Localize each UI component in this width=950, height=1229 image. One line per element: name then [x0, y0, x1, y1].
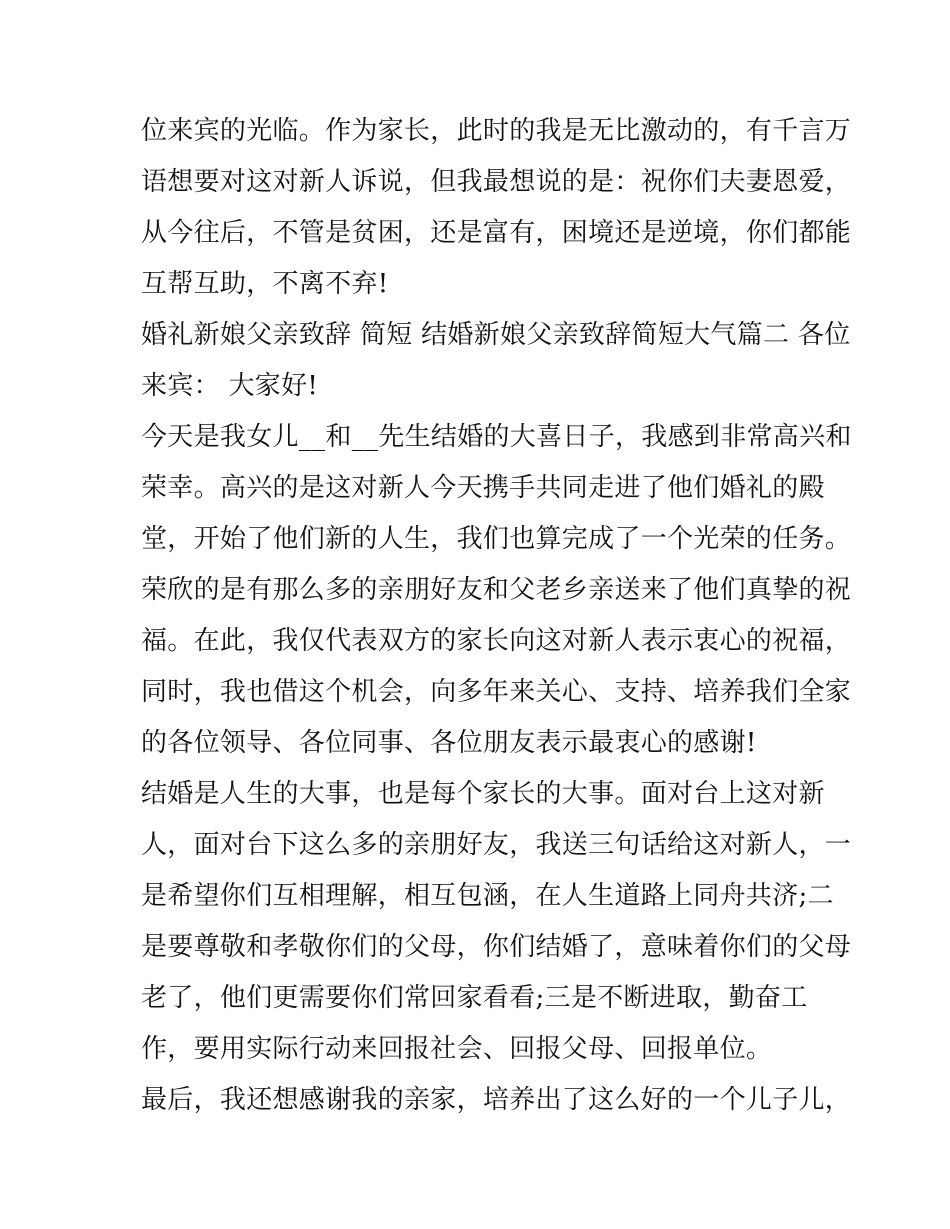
text-line: 语想要对这对新人诉说，但我最想说的是：祝你们夫妻恩爱，	[141, 167, 852, 197]
text-line: 从今往后，不管是贫困，还是富有，困境还是逆境，你们都能	[141, 218, 852, 248]
text-line: 的各位领导、各位同事、各位朋友表示最衷心的感谢!	[141, 728, 757, 758]
text-line: 同时，我也借这个机会，向多年来关心、支持、培养我们全家	[141, 677, 852, 707]
text-line: 互帮互助，不离不弃!	[141, 269, 389, 299]
text-line: 今天是我女儿__和__先生结婚的大喜日子，我感到非常高兴和	[141, 422, 852, 452]
text-line: 婚礼新娘父亲致辞 简短 结婚新娘父亲致辞简短大气篇二 各位	[141, 320, 851, 350]
text-line: 人，面对台下这么多的亲朋好友，我送三句话给这对新人，一	[141, 830, 852, 860]
text-line: 是希望你们互相理解，相互包涵，在人生道路上同舟共济;二	[141, 881, 834, 911]
text-line: 堂，开始了他们新的人生，我们也算完成了一个光荣的任务。	[141, 524, 852, 554]
text-line: 来宾： 大家好!	[141, 371, 319, 401]
text-line: 老了，他们更需要你们常回家看看;三是不断进取，勤奋工	[141, 983, 808, 1013]
text-line: 位来宾的光临。作为家长，此时的我是无比激动的，有千言万	[141, 116, 852, 146]
text-line: 荣幸。高兴的是这对新人今天携手共同走进了他们婚礼的殿	[141, 473, 825, 503]
text-line: 作，要用实际行动来回报社会、回报父母、回报单位。	[141, 1034, 773, 1064]
text-line: 最后，我还想感谢我的亲家，培养出了这么好的一个儿子儿，	[141, 1085, 852, 1115]
document-body	[141, 106, 852, 1126]
text-line: 是要尊敬和孝敬你们的父母，你们结婚了，意味着你们的父母	[141, 932, 852, 962]
text-line: 福。在此，我仅代表双方的家长向这对新人表示衷心的祝福，	[141, 626, 852, 656]
text-line: 结婚是人生的大事，也是每个家长的大事。面对台上这对新	[141, 779, 825, 809]
text-line: 荣欣的是有那么多的亲朋好友和父老乡亲送来了他们真挚的祝	[141, 575, 852, 605]
